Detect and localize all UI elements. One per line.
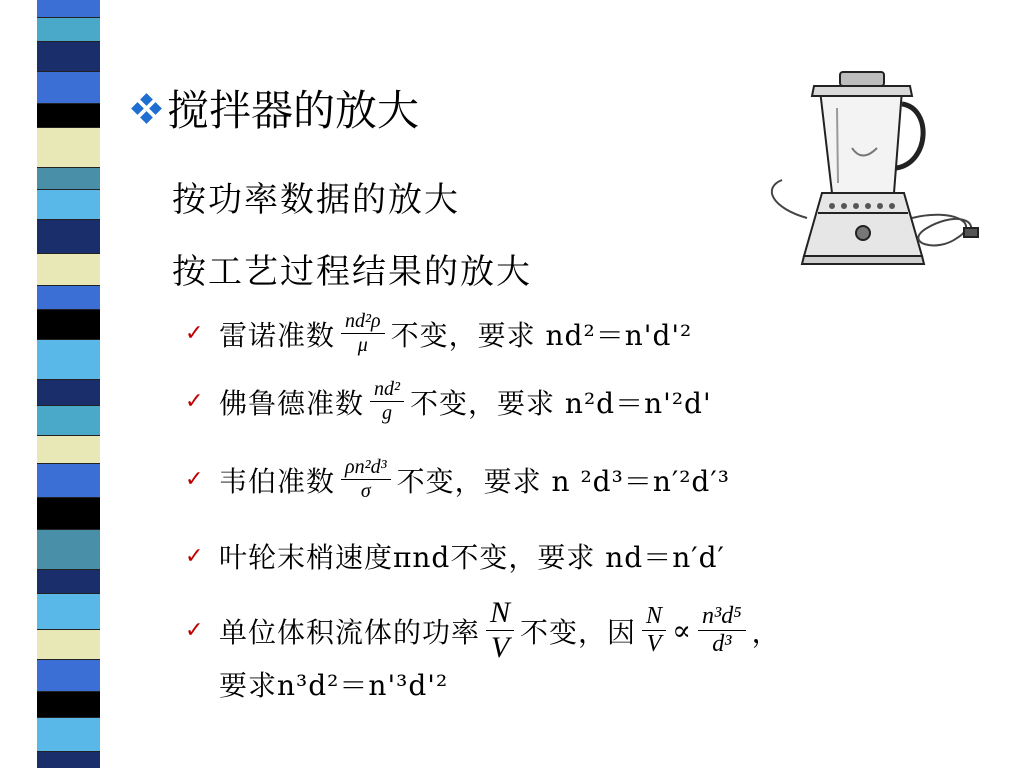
slide-title bbox=[133, 78, 419, 138]
item-prefix: 雷诺准数 bbox=[219, 318, 336, 352]
checkmark-icon: ✓ bbox=[185, 389, 204, 414]
stripe-band bbox=[37, 340, 100, 380]
item-prefix: 佛鲁德准数 bbox=[219, 386, 365, 420]
stripe-band bbox=[37, 104, 100, 128]
fraction-numerator: N bbox=[642, 603, 666, 631]
stripe-band bbox=[37, 0, 100, 18]
stripe-band bbox=[37, 530, 100, 570]
stripe-band bbox=[37, 220, 100, 254]
list-item bbox=[185, 310, 692, 357]
stripe-band bbox=[37, 692, 100, 718]
stripe-band bbox=[37, 718, 100, 752]
fraction bbox=[341, 310, 385, 357]
item-prefix: 单位体积流体的功率 bbox=[219, 615, 481, 649]
fraction-numerator: nd²ρ bbox=[341, 310, 385, 334]
subheading-process: 按工艺过程结果的放大 bbox=[172, 252, 532, 292]
stripe-band bbox=[37, 380, 100, 406]
checkmark-icon: ✓ bbox=[185, 543, 204, 569]
stripe-band bbox=[37, 190, 100, 220]
list-item bbox=[185, 378, 712, 425]
fraction-numerator: N bbox=[486, 596, 514, 631]
stripe-band bbox=[37, 752, 100, 768]
fraction bbox=[341, 456, 391, 503]
list-item bbox=[185, 536, 725, 576]
fraction-denominator: σ bbox=[360, 480, 371, 502]
list-item-continuation bbox=[219, 664, 448, 704]
fraction bbox=[370, 378, 404, 425]
item-prefix: 韦伯准数 bbox=[219, 464, 336, 498]
stripe-band bbox=[37, 310, 100, 340]
proportional-symbol: ∝ bbox=[672, 614, 693, 647]
item-suffix: 不变，要求 n ²d³＝n′²d′³ bbox=[396, 464, 730, 498]
item-mid: 不变，因 bbox=[520, 615, 637, 649]
checkmark-icon: ✓ bbox=[185, 618, 204, 643]
stripe-band bbox=[37, 464, 100, 498]
stripe-band bbox=[37, 72, 100, 104]
fraction-denominator: V bbox=[646, 631, 662, 657]
stripe-band bbox=[37, 168, 100, 190]
item-comma: ， bbox=[751, 615, 781, 649]
stripe-band bbox=[37, 570, 100, 594]
fraction-denominator: V bbox=[490, 631, 510, 664]
fraction-numerator: ρn²d³ bbox=[341, 456, 391, 480]
subheading-power: 按功率数据的放大 bbox=[172, 180, 460, 220]
stripe-band bbox=[37, 406, 100, 436]
item-prefix: 叶轮末梢速度πnd不变，要求 nd＝n′d′ bbox=[219, 541, 725, 574]
four-diamond-bullet-icon bbox=[133, 95, 159, 121]
fraction bbox=[698, 603, 746, 658]
item-suffix: 不变，要求 n²d＝n'²d' bbox=[410, 386, 712, 420]
stripe-band bbox=[37, 18, 100, 42]
stripe-band bbox=[37, 436, 100, 464]
decorative-color-stripe bbox=[37, 0, 100, 768]
stripe-band bbox=[37, 42, 100, 72]
title-text: 搅拌器的放大 bbox=[167, 86, 420, 135]
fraction bbox=[642, 603, 666, 658]
stripe-band bbox=[37, 660, 100, 692]
stripe-band bbox=[37, 254, 100, 286]
stripe-band bbox=[37, 630, 100, 660]
list-item bbox=[185, 456, 730, 503]
fraction-denominator: d³ bbox=[712, 631, 732, 657]
item-line2: 要求n³d²＝n'³d'² bbox=[219, 669, 449, 702]
stripe-band bbox=[37, 498, 100, 530]
checkmark-icon: ✓ bbox=[185, 467, 204, 492]
fraction-numerator: nd² bbox=[370, 378, 404, 402]
item-suffix: 不变，要求 nd²＝n'd'² bbox=[390, 318, 693, 352]
fraction-denominator: μ bbox=[357, 334, 368, 356]
fraction-numerator: n³d⁵ bbox=[698, 603, 746, 631]
checkmark-icon: ✓ bbox=[185, 321, 204, 346]
blender-illustration bbox=[752, 68, 992, 278]
fraction-denominator: g bbox=[382, 402, 393, 424]
stripe-band bbox=[37, 128, 100, 168]
list-item bbox=[185, 596, 781, 665]
stripe-band bbox=[37, 286, 100, 310]
fraction bbox=[486, 596, 514, 665]
stripe-band bbox=[37, 594, 100, 630]
